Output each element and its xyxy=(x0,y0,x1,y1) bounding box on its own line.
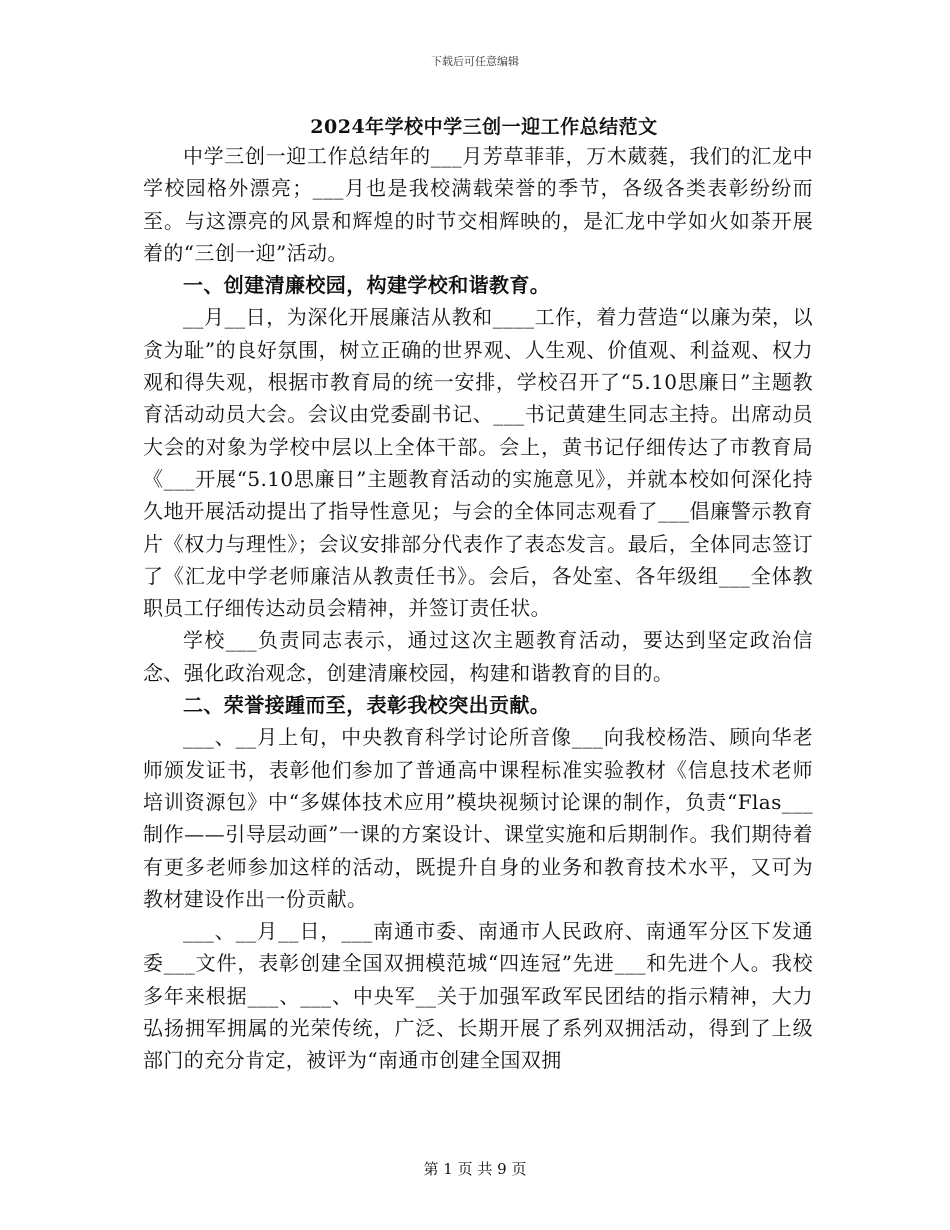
section-heading-1: 一、创建清廉校园，构建学校和谐教育。 xyxy=(183,273,551,298)
document-body xyxy=(143,140,813,1077)
body-paragraph: ___、__月上旬，中央教育科学讨论所音像___向我校杨浩、顾向华老师颁发证书，表彰他们参加了普通高中课程标准实验教材《信息技术老师培训资源包》中“多媒体技术应用”模块视频讨论课的制作，负责“Flas___制作——引导层动画”一课的方案设计、课堂实施和后期制作。我们期待着有更多老师参加这样的活动，既提升自身的业务和教育技术水平，又可为教材建设作出一份贡献。 xyxy=(143,725,813,911)
body-paragraph: 学校___负责同志表示，通过这次主题教育活动，要达到坚定政治信念、强化政治观念，创建清廉校园，构建和谐教育的目的。 xyxy=(143,628,813,685)
page-footer: 第 1 页 共 9 页 xyxy=(423,1160,527,1178)
body-paragraph: __月__日，为深化开展廉洁从教和____工作，着力营造“以廉为荣，以贪为耻”的良好氛围，树立正确的世界观、人生观、价值观、利益观、权力观和得失观，根据市教育局的统一安排，学校召开了“5.10思廉日”主题教育活动动员大会。会议由党委副书记、___书记黄建生同志主持。出席动员大会的对象为学校中层以上全体干部。会上，黄书记仔细传达了市教育局《___开展“5.10思廉日”主题教育活动的实施意见》，并就本校如何深化持久地开展活动提出了指导性意见；与会的全体同志观看了___倡廉警示教育片《权力与理性》；会议安排部分代表作了表态发言。最后，全体同志签订了《汇龙中学老师廉洁从教责任书》。会后，各处室、各年级组___全体教职员工仔细传达动员会精神，并签订责任状。 xyxy=(143,305,813,621)
document-title: 2024年学校中学三创一迎工作总结范文 xyxy=(310,116,658,138)
body-paragraph: ___、__月__日，___南通市委、南通市人民政府、南通军分区下发通委___文件，表彰创建全国双拥模范城“四连冠”先进___和先进个人。我校多年来根据___、___、中央军__关于加强军政军民团结的指示精神，大力弘扬拥军拥属的光荣传统，广泛、长期开展了系列双拥活动，得到了上级部门的充分肯定，被评为“南通市创建全国双拥 xyxy=(143,919,813,1073)
section-heading-2: 二、荣誉接踵而至，表彰我校突出贡献。 xyxy=(183,693,551,718)
intro-paragraph: 中学三创一迎工作总结年的___月芳草菲菲，万木葳蕤，我们的汇龙中学校园格外漂亮；___月也是我校满载荣誉的季节，各级各类表彰纷纷而至。与这漂亮的风景和辉煌的时节交相辉映的，是汇龙中学如火如荼开展着的“三创一迎”活动。 xyxy=(143,144,813,265)
header-note: 下载后可任意编辑 xyxy=(431,55,519,68)
